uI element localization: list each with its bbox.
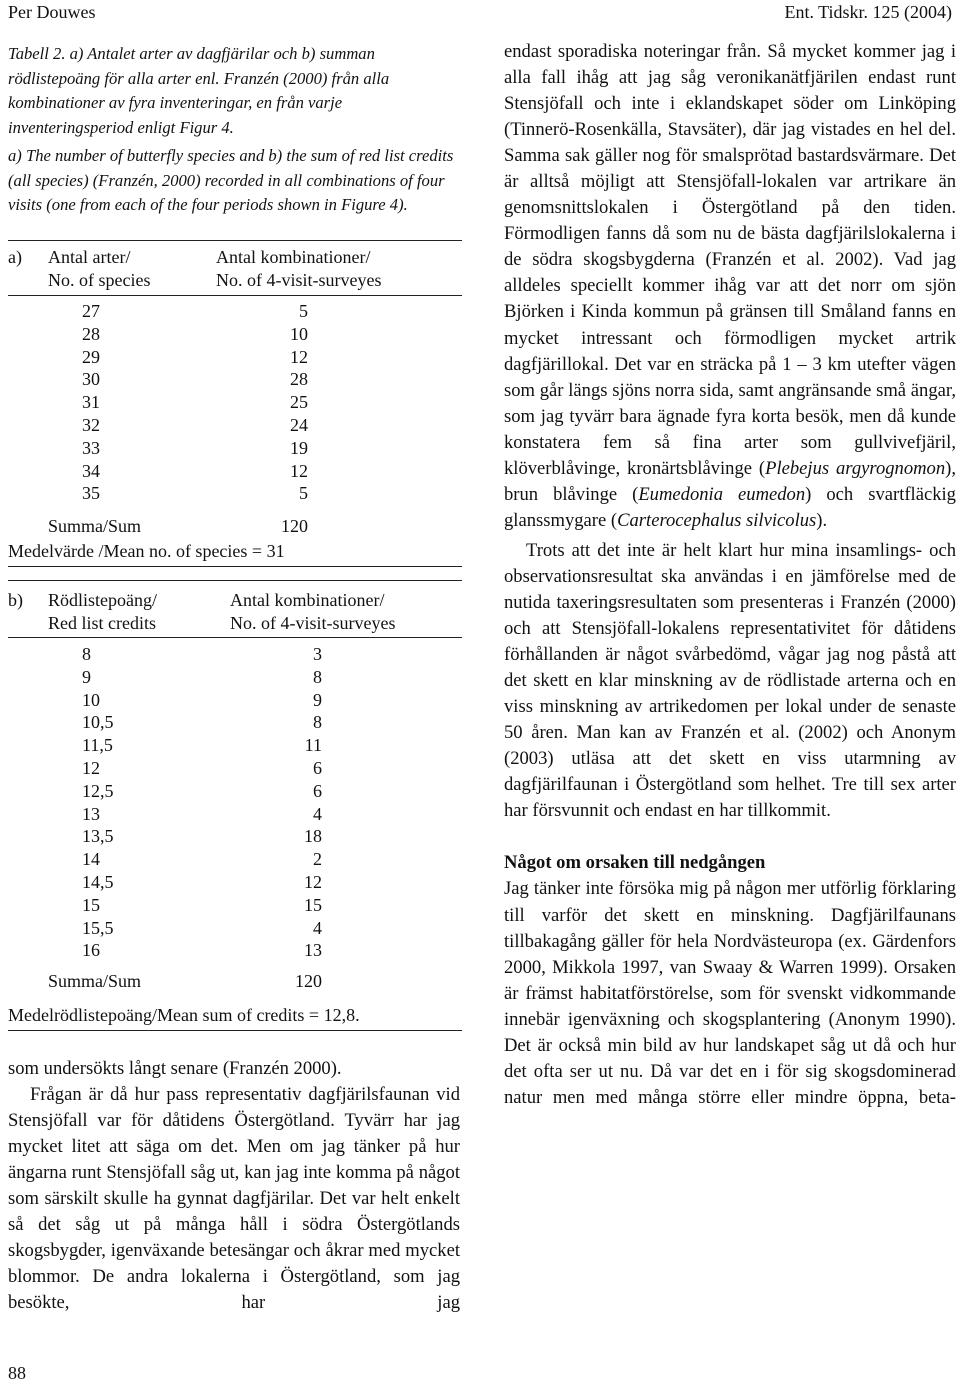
table-b-mean: Medelrödlistepoäng/Mean sum of credits = 12,8.	[8, 1005, 360, 1025]
table-b-col2-line2: No. of 4-visit-surveyes	[230, 613, 396, 633]
species-eumedonia: Eumedonia eumedon	[638, 483, 806, 505]
table-a-row-4-col1: 30	[82, 369, 100, 390]
table-a-row-5-col1: 31	[82, 392, 100, 413]
running-header-journal: Ent. Tidskr. 125 (2004)	[784, 2, 952, 22]
table-b-row-6-col2: 6	[313, 758, 322, 778]
table-b-row-3-col1: 10	[82, 689, 100, 710]
table-a-row-8-col1: 34	[82, 460, 100, 481]
table-a-row-3-col2: 12	[290, 346, 308, 367]
right-paragraph-1-text-a: endast sporadiska noteringar från. Så mycket kommer jag i alla fall ihåg att jag såg veronikanätfjärilen endast runt Stensjöfall och inte i eklandskapet söder om Linköping (Tinnerö-Rosenkälla, Stavsäter), där jag vistades en hel del. Samma sak gäller nog för smalsprötad bastardsvärmare. Det är alltså möjligt att Stensjöfall-lokalen var artrikare än genomsnittslokalen i Östergötland på den tiden. Förmodligen fanns då som nu de bästa dagfjärilslokalerna i de södra skogsbygderna (Franzén et al. 2002). Vad jag alldeles speciellt kommer ihåg var att det norr om sjön Björken i Kinda kommun på gränsen till Småland fanns en mycket intressant och förmodligen mycket artrik dagfjärillokal. Det var en sträcka på 1 – 3 km utefter vägen som går längs sjöns norra sida, samt angränsande små ängar, som jag tyvärr bara ägnade fyra korta besök, men då kunde konstatera fem så fina arter som gullvivefjäril, klöverblåvinge, kronärtsblåvinge (	[504, 41, 956, 479]
left-column-text	[8, 1056, 460, 1316]
right-paragraph-1-text-d: ).	[816, 509, 828, 531]
table-a-row-1-col1: 27	[82, 301, 100, 321]
table-b-marker: b)	[8, 590, 23, 610]
table-b-row-13-col2: 4	[313, 917, 322, 938]
right-column-text	[504, 39, 956, 1111]
table-a-mean: Medelvärde /Mean no. of species = 31	[8, 541, 285, 561]
table-b-row-2-col1: 9	[82, 666, 91, 687]
right-paragraph-3: Jag tänker inte försöka mig på någon mer utförlig förklaring till varför det skett en minskning. Dagfjärilfaunans tillbakagång gäller för hela Nordvästeuropa (ex. Gärdenfors 2000, Mikkola 1997, van Swaay & Warren 1999). Orsaken är främst habitatförstörelse, som för svenskt vidkommande innebär igenväxning och skogsplantering (Anonym 1990). Det är också min bild av hur landskapet såg ut då och hur det ofta ser ut nu. Då var det en i för sig skogsdominerad natur men med många större eller mindre öppna, beta-	[504, 878, 956, 1108]
table-a-sum-label: Summa/Sum	[48, 516, 142, 536]
table-b-sum-label: Summa/Sum	[48, 971, 142, 991]
table-a-marker: a)	[8, 247, 22, 267]
table-b-sum-value: 120	[295, 971, 322, 991]
running-header-author: Per Douwes	[8, 2, 96, 22]
table-b-row-9-col1: 13,5	[82, 826, 114, 847]
table-rule-mid1	[8, 566, 462, 567]
table-a-row-7-col1: 33	[82, 437, 100, 458]
table-b-row-1-col1: 8	[82, 644, 91, 664]
right-paragraph-1	[504, 39, 956, 534]
table-a-row-7-col2: 19	[290, 437, 308, 458]
table-b-row-14-col1: 16	[82, 940, 100, 961]
table-a-col2-line1: Antal kombinationer/	[216, 247, 371, 267]
table-b-row-12-col2: 15	[304, 894, 322, 915]
right-paragraph-1-text-b: ), brun blåvinge (	[504, 457, 956, 505]
table-a-row-9-col2: 5	[299, 483, 308, 504]
table-b-row-3-col2: 9	[313, 689, 322, 710]
table-a-row-3-col1: 29	[82, 346, 100, 367]
right-paragraph-1-text-c: ) och svartfläckig glanssmygare (	[504, 483, 956, 531]
table-a-row-1-col2: 5	[299, 301, 308, 321]
table-b-row-9-col2: 18	[304, 826, 322, 847]
table-b-row-2-col2: 8	[313, 666, 322, 687]
table-a-row-5-col2: 25	[290, 392, 308, 413]
section-heading: Något om orsaken till nedgången	[504, 852, 766, 874]
table-a-col1-line2: No. of species	[48, 270, 151, 290]
table-b-row-4-col1: 10,5	[82, 712, 114, 733]
table-a-sum-value: 120	[281, 516, 308, 536]
table-b-row-7-col2: 6	[313, 780, 322, 801]
table-b-row-10-col1: 14	[82, 849, 100, 870]
table-b-row-14-col2: 13	[304, 940, 322, 961]
left-paragraph-1: som undersökts långt senare (Franzén 2000).	[8, 1058, 342, 1079]
table-a-row-6-col2: 24	[290, 415, 308, 435]
table-a-row-4-col2: 28	[290, 369, 308, 390]
table-a-row-2-col2: 10	[290, 323, 308, 344]
table-b-row-4-col2: 8	[313, 712, 322, 733]
table-b-row-5-col1: 11,5	[82, 735, 113, 756]
table-b-row-8-col2: 4	[313, 803, 322, 824]
table-b-row-10-col2: 2	[313, 849, 322, 870]
right-paragraph-2: Trots att det inte är helt klart hur mina insamlings- och observationsresultat ska användas i en jämförelse med de nutida taxeringsresultaten som presenteras i Franzén (2000) och att Stensjöfall-lokalens representativitet för dåtidens förhållanden är något svårbedömd, vågar jag nog påstå att det skett en klar minskning av de rödlistade arterna och en viss minskning av artrikedomen per lokal under de senaste 50 åren. Man kan av Franzén et al. (2002) och Anonym (2003) utläsa att det skett en viss utarmning av dagfjärilfaunan i Östergötland som helhet. Tre till sex arter har försvunnit och endast en har tillkommit.	[504, 539, 956, 822]
species-plebejus: Plebejus argyrognomon	[765, 457, 946, 479]
table-rule-top	[8, 240, 462, 241]
table-a-row-9-col1: 35	[82, 483, 100, 504]
table-a-col1-line1: Antal arter/	[48, 247, 131, 267]
table-b-row-5-col2: 11	[304, 735, 322, 756]
table-a-header-rule	[8, 295, 462, 296]
caption-swedish: Tabell 2. a) Antalet arter av dagfjärilar och b) summan rödlistepoäng för alla arter enl. Franzén (2000) från alla kombinationer av fyra inventeringar, en från varje inventeringsperiod enligt Figur 4.	[8, 44, 390, 137]
table-caption	[8, 42, 464, 218]
table-rule-bottom	[8, 1030, 462, 1031]
table-b-row-8-col1: 13	[82, 803, 100, 824]
table-b-row-11-col1: 14,5	[82, 872, 114, 892]
table-b-col1-line2: Red list credits	[48, 613, 156, 633]
table-b-row-13-col1: 15,5	[82, 917, 114, 938]
table-b-col1-line1: Rödlistepoäng/	[48, 590, 157, 610]
table-a-row-2-col1: 28	[82, 323, 100, 344]
left-paragraph-2: Frågan är då hur pass representativ dagfjärilsfaunan vid Stensjöfall var för dåtidens Östergötland. Tyvärr har jag mycket litet att säga om det. Men om jag tänker på hur ängarna runt Stensjöfall såg ut, kan jag inte komma på något som särskilt skulle ha gynnat dagfjärilar. Det var helt enkelt så det såg ut på många håll i södra Östergötlands skogsbygder, igenväxande betesängar och åkrar med mycket blommor. De andra lokalerna i Östergötland, som jag besökte, har jag	[8, 1084, 460, 1314]
table-b-row-7-col1: 12,5	[82, 780, 114, 801]
species-carterocephalus: Carterocephalus silvicolus	[617, 509, 817, 531]
caption-english: a) The number of butterfly species and b) the sum of red list credits (all species) (Franzén, 2000) recorded in all combinations of four visits (one from each of the four periods shown in Figure 4).	[8, 146, 454, 214]
table-b-row-1-col2: 3	[313, 644, 322, 664]
table-rule-mid2	[8, 580, 462, 581]
table-a-row-6-col1: 32	[82, 415, 100, 435]
page-number: 88	[8, 1363, 26, 1383]
table-b-row-11-col2: 12	[304, 872, 322, 892]
table-a-col2-line2: No. of 4-visit-surveyes	[216, 270, 382, 290]
table-b-row-12-col1: 15	[82, 894, 100, 915]
table-b-col2-line1: Antal kombinationer/	[230, 590, 385, 610]
table-b-header-rule	[8, 637, 462, 638]
table-a-row-8-col2: 12	[290, 460, 308, 481]
table-b-row-6-col1: 12	[82, 758, 100, 778]
